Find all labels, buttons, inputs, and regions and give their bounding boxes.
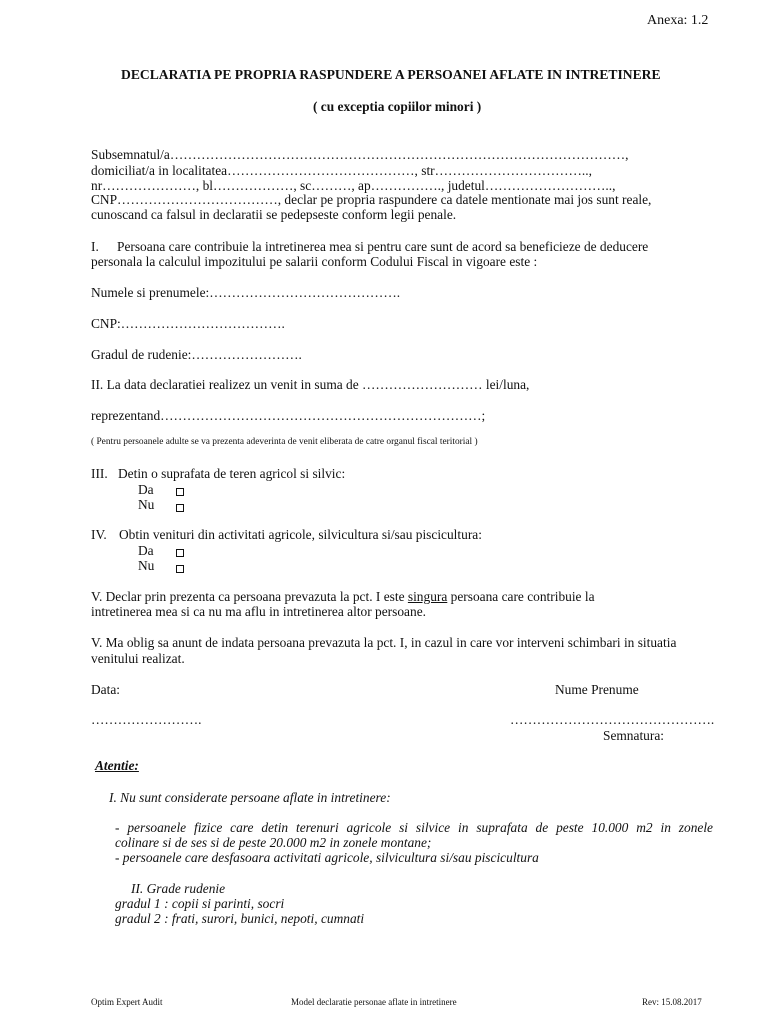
grade-1: gradul 1 : copii si parinti, socri — [115, 896, 285, 911]
section1-number: I. — [91, 239, 99, 254]
intro-line-3: nr…………………, bl………………, sc………, ap……………., judetul……………………….., — [91, 178, 616, 193]
section4-no-label: Nu — [138, 558, 155, 573]
section4-number: IV. — [91, 527, 107, 542]
intro-line-2: domiciliat/a in localitatea……………………………………, str…………………………….., — [91, 163, 592, 178]
section5-pre: V. Declar prin prezenta ca persoana prevazuta la pct. I este — [91, 589, 408, 604]
section6-line-1: V. Ma oblig sa anunt de indata persoana prevazuta la pct. I, in cazul in care vor interveni schimbari in situatia — [91, 635, 677, 650]
section4-no-checkbox[interactable] — [176, 565, 184, 573]
section4-text: Obtin venituri din activitati agricole, silvicultura si/sau piscicultura: — [119, 527, 482, 542]
intro-line-5: cunoscand ca falsul in declaratii se pedepseste conform legii penale. — [91, 207, 457, 222]
signature-label: Semnatura: — [603, 728, 664, 743]
section1-line-1: Persoana care contribuie la intretinerea mea si pentru care sunt de acord sa beneficieze de deducere — [117, 239, 649, 254]
grade-2: gradul 2 : frati, surori, bunici, nepoti, cumnati — [115, 911, 365, 926]
section3-no-label: Nu — [138, 497, 155, 512]
footer-left: Optim Expert Audit — [91, 997, 163, 1007]
document-title: DECLARATIA PE PROPRIA RASPUNDERE A PERSOANEI AFLATE IN INTRETINERE — [121, 67, 661, 82]
section3-yes-label: Da — [138, 482, 154, 497]
representing-field: reprezentand………………………………………………………………; — [91, 408, 486, 423]
date-dots: ……………………. — [91, 712, 202, 727]
date-label: Data: — [91, 682, 120, 697]
section3-number: III. — [91, 466, 108, 481]
section5-emphasis: singura — [407, 589, 448, 604]
footer-right: Rev: 15.08.2017 — [642, 997, 702, 1007]
intro-line-4: CNP………………………………, declar pe propria raspundere ca datele mentionate mai jos sunt reale, — [91, 192, 652, 207]
name-dots: ………………………………………. — [510, 712, 715, 727]
attention-item-1-line-1: - persoanele fizice care detin terenuri agricole si silvice in suprafata de peste 10.000 m2 in zonele — [115, 820, 713, 835]
kinship-degree-field: Gradul de rudenie:……………………. — [91, 347, 302, 362]
attention-item-1-line-2: colinare si de ses si de peste 20.000 m2 in zonele montane; — [115, 835, 432, 850]
attention-point-1: I. Nu sunt considerate persoane aflate in intretinere: — [109, 790, 391, 805]
footer-center: Model declaratie personae aflate in intretinere — [291, 997, 457, 1007]
section6-line-2: venitului realizat. — [91, 651, 185, 666]
section4-yes-checkbox[interactable] — [176, 549, 184, 557]
name-label: Nume Prenume — [555, 682, 639, 697]
section3-no-checkbox[interactable] — [176, 504, 184, 512]
section5-line-2: intretinerea mea si ca nu ma aflu in intretinerea altor persoane. — [91, 604, 426, 619]
attention-item-2: - persoanele care desfasoara activitati agricole, silvicultura si/sau piscicultura — [115, 850, 539, 865]
section3-yes-checkbox[interactable] — [176, 488, 184, 496]
section5-post: persoana care contribuie la — [447, 589, 595, 604]
person-name-field: Numele si prenumele:……………………………………. — [91, 285, 401, 300]
attention-title: Atentie: — [95, 758, 139, 773]
document-subtitle: ( cu exceptia copiilor minori ) — [313, 99, 482, 114]
person-cnp-field: CNP:………………………………. — [91, 316, 285, 331]
section3-text: Detin o suprafata de teren agricol si silvic: — [118, 466, 346, 481]
income-note: ( Pentru persoanele adulte se va prezenta adeverinta de venit eliberata de catre organul fiscal teritorial ) — [91, 437, 478, 447]
intro-line-1: Subsemnatul/a…………………………………………………………………………………………, — [91, 147, 629, 162]
annex-label: Anexa: 1.2 — [647, 13, 709, 28]
section1-line-2: personala la calculul impozitului pe salarii conform Codului Fiscal in vigoare este : — [91, 254, 538, 269]
section5-line-1 — [91, 589, 595, 605]
section4-yes-label: Da — [138, 543, 154, 558]
attention-point-2: II. Grade rudenie — [131, 881, 226, 896]
income-field: II. La data declaratiei realizez un venit in suma de ……………………… lei/luna, — [91, 377, 530, 392]
